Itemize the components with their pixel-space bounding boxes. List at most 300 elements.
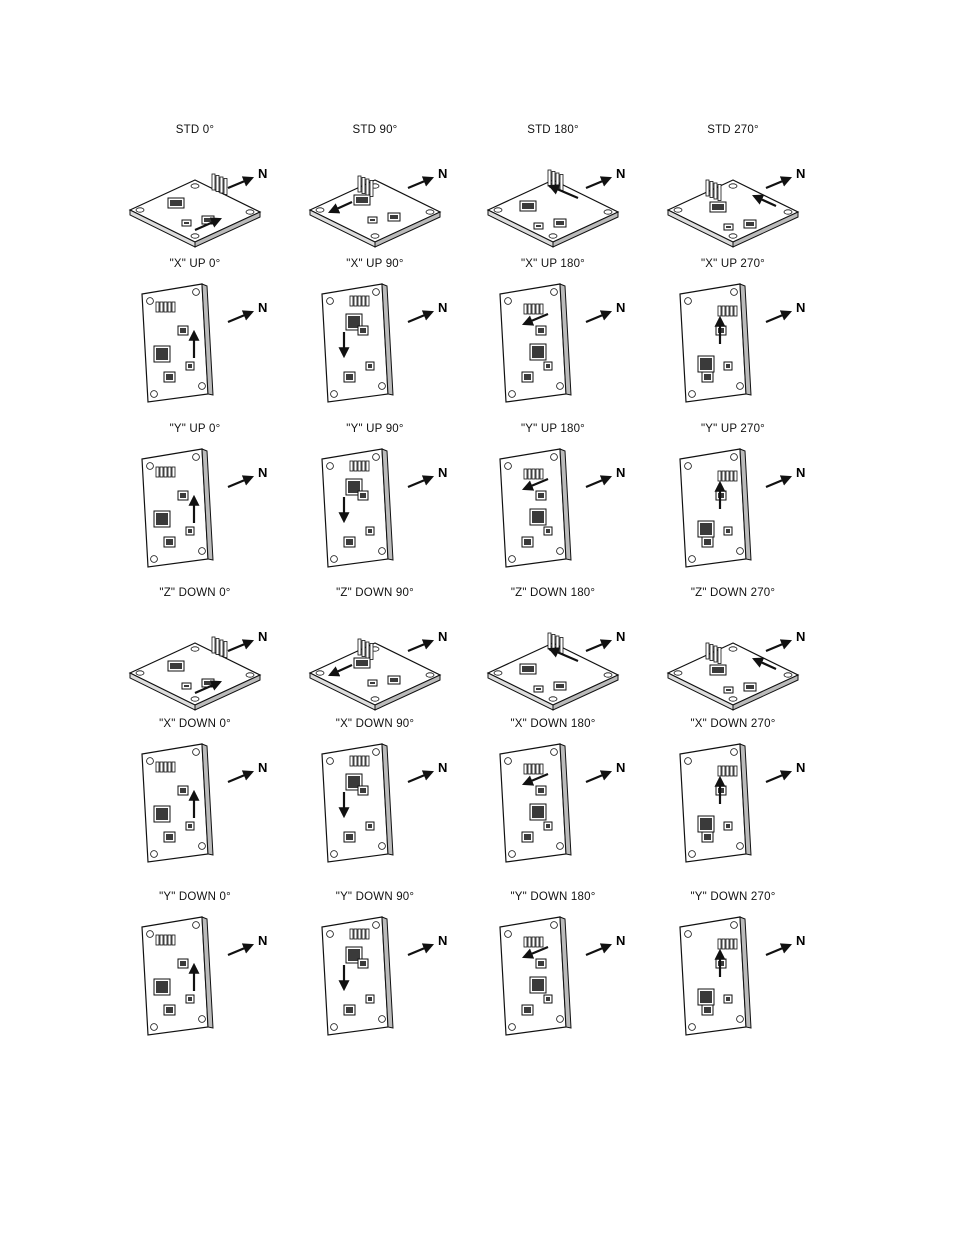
north-indicator	[408, 629, 447, 651]
processor-chip	[154, 806, 170, 822]
north-indicator	[766, 465, 805, 487]
north-arrow	[408, 772, 432, 782]
chip	[522, 832, 533, 842]
circuit-board-upright	[500, 284, 571, 402]
board-illustration	[478, 140, 628, 272]
mounting-hole	[494, 671, 502, 675]
orientation-cell	[300, 718, 450, 868]
board-illustration	[658, 603, 808, 735]
mounting-hole	[551, 454, 558, 461]
mounting-hole	[505, 298, 512, 305]
chip	[724, 527, 732, 535]
board-illustration	[300, 734, 450, 866]
north-arrow	[586, 641, 610, 651]
connector-header	[156, 762, 175, 772]
mounting-hole	[689, 391, 696, 398]
mounting-hole	[426, 210, 434, 214]
mounting-hole	[685, 463, 692, 470]
north-label: N	[616, 465, 626, 480]
chip	[744, 683, 756, 691]
chip	[536, 326, 546, 335]
orientation-label: "Y" DOWN 90°	[335, 891, 415, 903]
circuit-board-flat	[310, 639, 440, 710]
orientation-label: STD 0°	[175, 124, 215, 136]
mounting-hole	[331, 851, 338, 858]
chip	[344, 372, 355, 382]
connector-header	[156, 935, 175, 945]
mounting-hole	[737, 843, 744, 850]
circuit-board-upright	[680, 449, 751, 567]
mounting-hole	[685, 298, 692, 305]
north-indicator	[586, 465, 625, 487]
orientation-cell	[658, 258, 808, 408]
north-label: N	[616, 629, 626, 644]
north-indicator	[228, 760, 267, 782]
north-arrow	[766, 312, 790, 322]
circuit-board-upright	[322, 449, 393, 567]
mounting-hole	[685, 758, 692, 765]
chip	[344, 832, 355, 842]
chip	[544, 995, 552, 1003]
orientation-label: "X" DOWN 90°	[335, 718, 415, 730]
chip	[358, 491, 368, 500]
chip	[344, 537, 355, 547]
chip	[536, 786, 546, 795]
mounting-hole	[551, 289, 558, 296]
north-arrow	[228, 945, 252, 955]
mounting-hole	[731, 922, 738, 929]
mounting-hole	[557, 548, 564, 555]
mounting-hole	[551, 749, 558, 756]
processor-chip	[168, 198, 184, 208]
processor-chip	[530, 344, 546, 360]
circuit-board-flat	[488, 633, 618, 710]
chip	[544, 527, 552, 535]
north-label: N	[616, 300, 626, 315]
mounting-hole	[316, 671, 324, 675]
connector-header	[718, 939, 737, 949]
mounting-hole	[151, 1024, 158, 1031]
north-indicator	[586, 933, 625, 955]
chip	[522, 1005, 533, 1015]
connector-header	[524, 937, 543, 947]
mounting-hole	[199, 383, 206, 390]
north-arrow	[408, 945, 432, 955]
chip	[178, 491, 188, 500]
orientation-cell	[120, 718, 270, 868]
mounting-hole	[246, 673, 254, 677]
orientation-cell	[658, 124, 808, 274]
board-illustration	[120, 274, 270, 406]
north-label: N	[258, 300, 268, 315]
north-label: N	[796, 166, 806, 181]
connector-header	[718, 766, 737, 776]
mounting-hole	[199, 843, 206, 850]
north-indicator	[408, 465, 447, 487]
orientation-cell	[300, 258, 450, 408]
mounting-hole	[689, 851, 696, 858]
orientation-label: "Y" UP 180°	[521, 423, 585, 435]
north-label: N	[616, 933, 626, 948]
circuit-board-upright	[142, 744, 213, 862]
north-label: N	[796, 933, 806, 948]
processor-chip	[710, 665, 726, 675]
mounting-hole	[373, 289, 380, 296]
mounting-hole	[784, 673, 792, 677]
mounting-hole	[509, 851, 516, 858]
chip	[164, 832, 175, 842]
north-arrow	[408, 178, 432, 188]
orientation-label: "Y" UP 90°	[346, 423, 404, 435]
north-label: N	[438, 629, 448, 644]
connector-header	[350, 461, 369, 471]
mounting-hole	[737, 548, 744, 555]
chip	[164, 372, 175, 382]
circuit-board-upright	[500, 917, 571, 1035]
chip	[536, 491, 546, 500]
mounting-hole	[379, 548, 386, 555]
mounting-hole	[549, 697, 557, 701]
circuit-board-upright	[500, 744, 571, 862]
chip	[388, 676, 400, 684]
board-illustration	[658, 274, 808, 406]
mounting-hole	[509, 391, 516, 398]
circuit-board-upright	[142, 449, 213, 567]
orientation-cell	[120, 891, 270, 1041]
mounting-hole	[549, 234, 557, 238]
north-indicator	[228, 629, 267, 651]
board-illustration	[658, 907, 808, 1039]
north-label: N	[616, 166, 626, 181]
mounting-hole	[426, 673, 434, 677]
north-arrow	[766, 772, 790, 782]
orientation-cell	[300, 891, 450, 1041]
chip	[724, 995, 732, 1003]
north-arrow	[766, 477, 790, 487]
mounting-hole	[331, 391, 338, 398]
mounting-hole	[327, 758, 334, 765]
chip	[544, 822, 552, 830]
mounting-hole	[327, 463, 334, 470]
mounting-hole	[557, 843, 564, 850]
mounting-hole	[199, 548, 206, 555]
orientation-label: "Z" DOWN 270°	[690, 587, 776, 599]
chip	[724, 224, 733, 230]
north-arrow	[766, 178, 790, 188]
chip	[534, 686, 543, 692]
north-label: N	[438, 465, 448, 480]
orientation-label: "X" UP 270°	[701, 258, 765, 270]
mounting-hole	[685, 931, 692, 938]
mounting-hole	[674, 208, 682, 212]
mounting-hole	[379, 843, 386, 850]
board-illustration	[120, 734, 270, 866]
orientation-cell	[658, 587, 808, 737]
north-label: N	[796, 629, 806, 644]
chip	[702, 832, 713, 842]
mounting-hole	[509, 1024, 516, 1031]
orientation-cell	[658, 423, 808, 573]
north-label: N	[616, 760, 626, 775]
processor-chip	[530, 977, 546, 993]
north-label: N	[438, 300, 448, 315]
chip	[344, 1005, 355, 1015]
north-arrow	[228, 312, 252, 322]
chip	[164, 1005, 175, 1015]
chip	[366, 822, 374, 830]
orientation-label: "X" DOWN 270°	[690, 718, 776, 730]
chip	[724, 362, 732, 370]
north-indicator	[586, 760, 625, 782]
mounting-hole	[147, 758, 154, 765]
circuit-board-upright	[680, 744, 751, 862]
connector-header	[524, 304, 543, 314]
chip	[366, 995, 374, 1003]
board-illustration	[478, 907, 628, 1039]
north-indicator	[408, 300, 447, 322]
chip	[178, 326, 188, 335]
mounting-hole	[331, 556, 338, 563]
board-illustration	[120, 140, 270, 272]
chip	[522, 537, 533, 547]
board-illustration	[478, 734, 628, 866]
processor-chip	[530, 804, 546, 820]
north-arrow	[408, 312, 432, 322]
connector-header	[156, 302, 175, 312]
mounting-hole	[191, 697, 199, 701]
mounting-hole	[136, 208, 144, 212]
orientation-label: "Z" DOWN 180°	[510, 587, 596, 599]
mounting-hole	[193, 289, 200, 296]
chip	[368, 217, 377, 223]
north-label: N	[258, 933, 268, 948]
north-indicator	[586, 629, 625, 651]
orientation-label: "Z" DOWN 90°	[336, 587, 414, 599]
chip	[388, 213, 400, 221]
north-label: N	[438, 760, 448, 775]
connector-header	[156, 467, 175, 477]
orientation-label: "Y" UP 0°	[169, 423, 221, 435]
mounting-hole	[147, 298, 154, 305]
orientation-cell	[478, 587, 628, 737]
mounting-hole	[151, 391, 158, 398]
chip	[358, 786, 368, 795]
chip	[702, 1005, 713, 1015]
chip	[366, 362, 374, 370]
mounting-hole	[246, 210, 254, 214]
orientation-label: "X" UP 180°	[521, 258, 585, 270]
chip	[724, 687, 733, 693]
board-illustration	[478, 274, 628, 406]
mounting-hole	[505, 463, 512, 470]
orientation-label: "X" UP 0°	[169, 258, 221, 270]
circuit-board-flat	[668, 643, 798, 710]
mounting-hole	[193, 749, 200, 756]
mounting-hole	[373, 749, 380, 756]
mounting-hole	[379, 1016, 386, 1023]
north-label: N	[796, 300, 806, 315]
north-indicator	[586, 166, 625, 188]
circuit-board-flat	[668, 180, 798, 247]
orientation-cell	[478, 423, 628, 573]
mounting-hole	[151, 556, 158, 563]
mounting-hole	[737, 383, 744, 390]
north-indicator	[766, 166, 805, 188]
north-indicator	[408, 760, 447, 782]
north-label: N	[258, 760, 268, 775]
connector-header	[350, 929, 369, 939]
board-illustration	[658, 734, 808, 866]
chip	[186, 995, 194, 1003]
orientation-cell	[478, 124, 628, 274]
orientation-label: "Y" DOWN 270°	[690, 891, 776, 903]
mounting-hole	[731, 289, 738, 296]
mounting-hole	[551, 922, 558, 929]
north-arrow	[586, 312, 610, 322]
mounting-hole	[784, 210, 792, 214]
processor-chip	[698, 816, 714, 832]
connector-header	[524, 764, 543, 774]
orientation-cell	[120, 258, 270, 408]
north-indicator	[766, 300, 805, 322]
orientation-label: STD 180°	[527, 124, 579, 136]
orientation-label: STD 90°	[352, 124, 398, 136]
circuit-board-upright	[142, 917, 213, 1035]
board-illustration	[478, 603, 628, 735]
chip	[368, 680, 377, 686]
north-arrow	[228, 178, 252, 188]
orientation-cell	[300, 587, 450, 737]
processor-chip	[520, 201, 536, 211]
orientation-cell	[478, 718, 628, 868]
chip	[544, 362, 552, 370]
circuit-board-upright	[322, 284, 393, 402]
mounting-hole	[151, 851, 158, 858]
processor-chip	[154, 979, 170, 995]
north-arrow	[766, 945, 790, 955]
north-label: N	[258, 166, 268, 181]
board-illustration	[120, 439, 270, 571]
mounting-hole	[494, 208, 502, 212]
circuit-board-upright	[322, 744, 393, 862]
orientation-label: "Y" DOWN 180°	[510, 891, 596, 903]
board-illustration	[300, 439, 450, 571]
processor-chip	[698, 521, 714, 537]
mounting-hole	[199, 1016, 206, 1023]
chip	[164, 537, 175, 547]
connector-header	[350, 296, 369, 306]
mounting-hole	[191, 184, 199, 188]
mounting-hole	[604, 673, 612, 677]
mounting-hole	[509, 556, 516, 563]
north-arrow	[586, 772, 610, 782]
north-indicator	[408, 933, 447, 955]
chip	[724, 822, 732, 830]
mounting-hole	[557, 383, 564, 390]
north-indicator	[766, 933, 805, 955]
mounting-hole	[557, 1016, 564, 1023]
orientation-cell	[478, 891, 628, 1041]
orientation-cell	[120, 587, 270, 737]
chip	[358, 959, 368, 968]
board-illustration	[120, 603, 270, 735]
north-indicator	[228, 465, 267, 487]
north-arrow	[228, 641, 252, 651]
mounting-hole	[379, 383, 386, 390]
mounting-hole	[193, 922, 200, 929]
chip	[702, 372, 713, 382]
chip	[744, 220, 756, 228]
mounting-hole	[316, 208, 324, 212]
mounting-hole	[327, 931, 334, 938]
mounting-hole	[331, 1024, 338, 1031]
board-illustration	[120, 907, 270, 1039]
chip	[186, 527, 194, 535]
board-illustration	[658, 140, 808, 272]
mounting-hole	[729, 647, 737, 651]
processor-chip	[168, 661, 184, 671]
board-illustration	[658, 439, 808, 571]
mounting-hole	[371, 697, 379, 701]
mounting-hole	[371, 234, 379, 238]
processor-chip	[698, 356, 714, 372]
processor-chip	[354, 195, 370, 205]
chip	[358, 326, 368, 335]
north-indicator	[228, 933, 267, 955]
chip	[186, 362, 194, 370]
mounting-hole	[505, 758, 512, 765]
mounting-hole	[737, 1016, 744, 1023]
processor-chip	[154, 511, 170, 527]
circuit-board-upright	[680, 284, 751, 402]
circuit-board-upright	[500, 449, 571, 567]
orientation-cell	[120, 124, 270, 274]
north-indicator	[228, 300, 267, 322]
chip	[178, 786, 188, 795]
north-label: N	[796, 465, 806, 480]
orientation-label: "X" UP 90°	[346, 258, 404, 270]
mounting-hole	[147, 463, 154, 470]
chip	[534, 223, 543, 229]
mounting-hole	[731, 454, 738, 461]
orientation-cell	[120, 423, 270, 573]
chip	[178, 959, 188, 968]
processor-chip	[520, 664, 536, 674]
circuit-board-flat	[488, 170, 618, 247]
processor-chip	[710, 202, 726, 212]
mounting-hole	[689, 1024, 696, 1031]
mounting-hole	[191, 234, 199, 238]
orientation-label: STD 270°	[707, 124, 759, 136]
north-arrow	[228, 477, 252, 487]
chip	[186, 822, 194, 830]
mounting-hole	[327, 298, 334, 305]
circuit-board-flat	[310, 176, 440, 247]
circuit-board-upright	[142, 284, 213, 402]
mounting-hole	[604, 210, 612, 214]
north-label: N	[438, 166, 448, 181]
orientation-cell	[658, 718, 808, 868]
connector-header	[718, 471, 737, 481]
mounting-hole	[731, 749, 738, 756]
mounting-hole	[729, 184, 737, 188]
connector-header	[524, 469, 543, 479]
mounting-hole	[689, 556, 696, 563]
north-arrow	[586, 178, 610, 188]
chip	[182, 683, 191, 689]
orientation-label: "X" DOWN 180°	[510, 718, 596, 730]
north-label: N	[438, 933, 448, 948]
